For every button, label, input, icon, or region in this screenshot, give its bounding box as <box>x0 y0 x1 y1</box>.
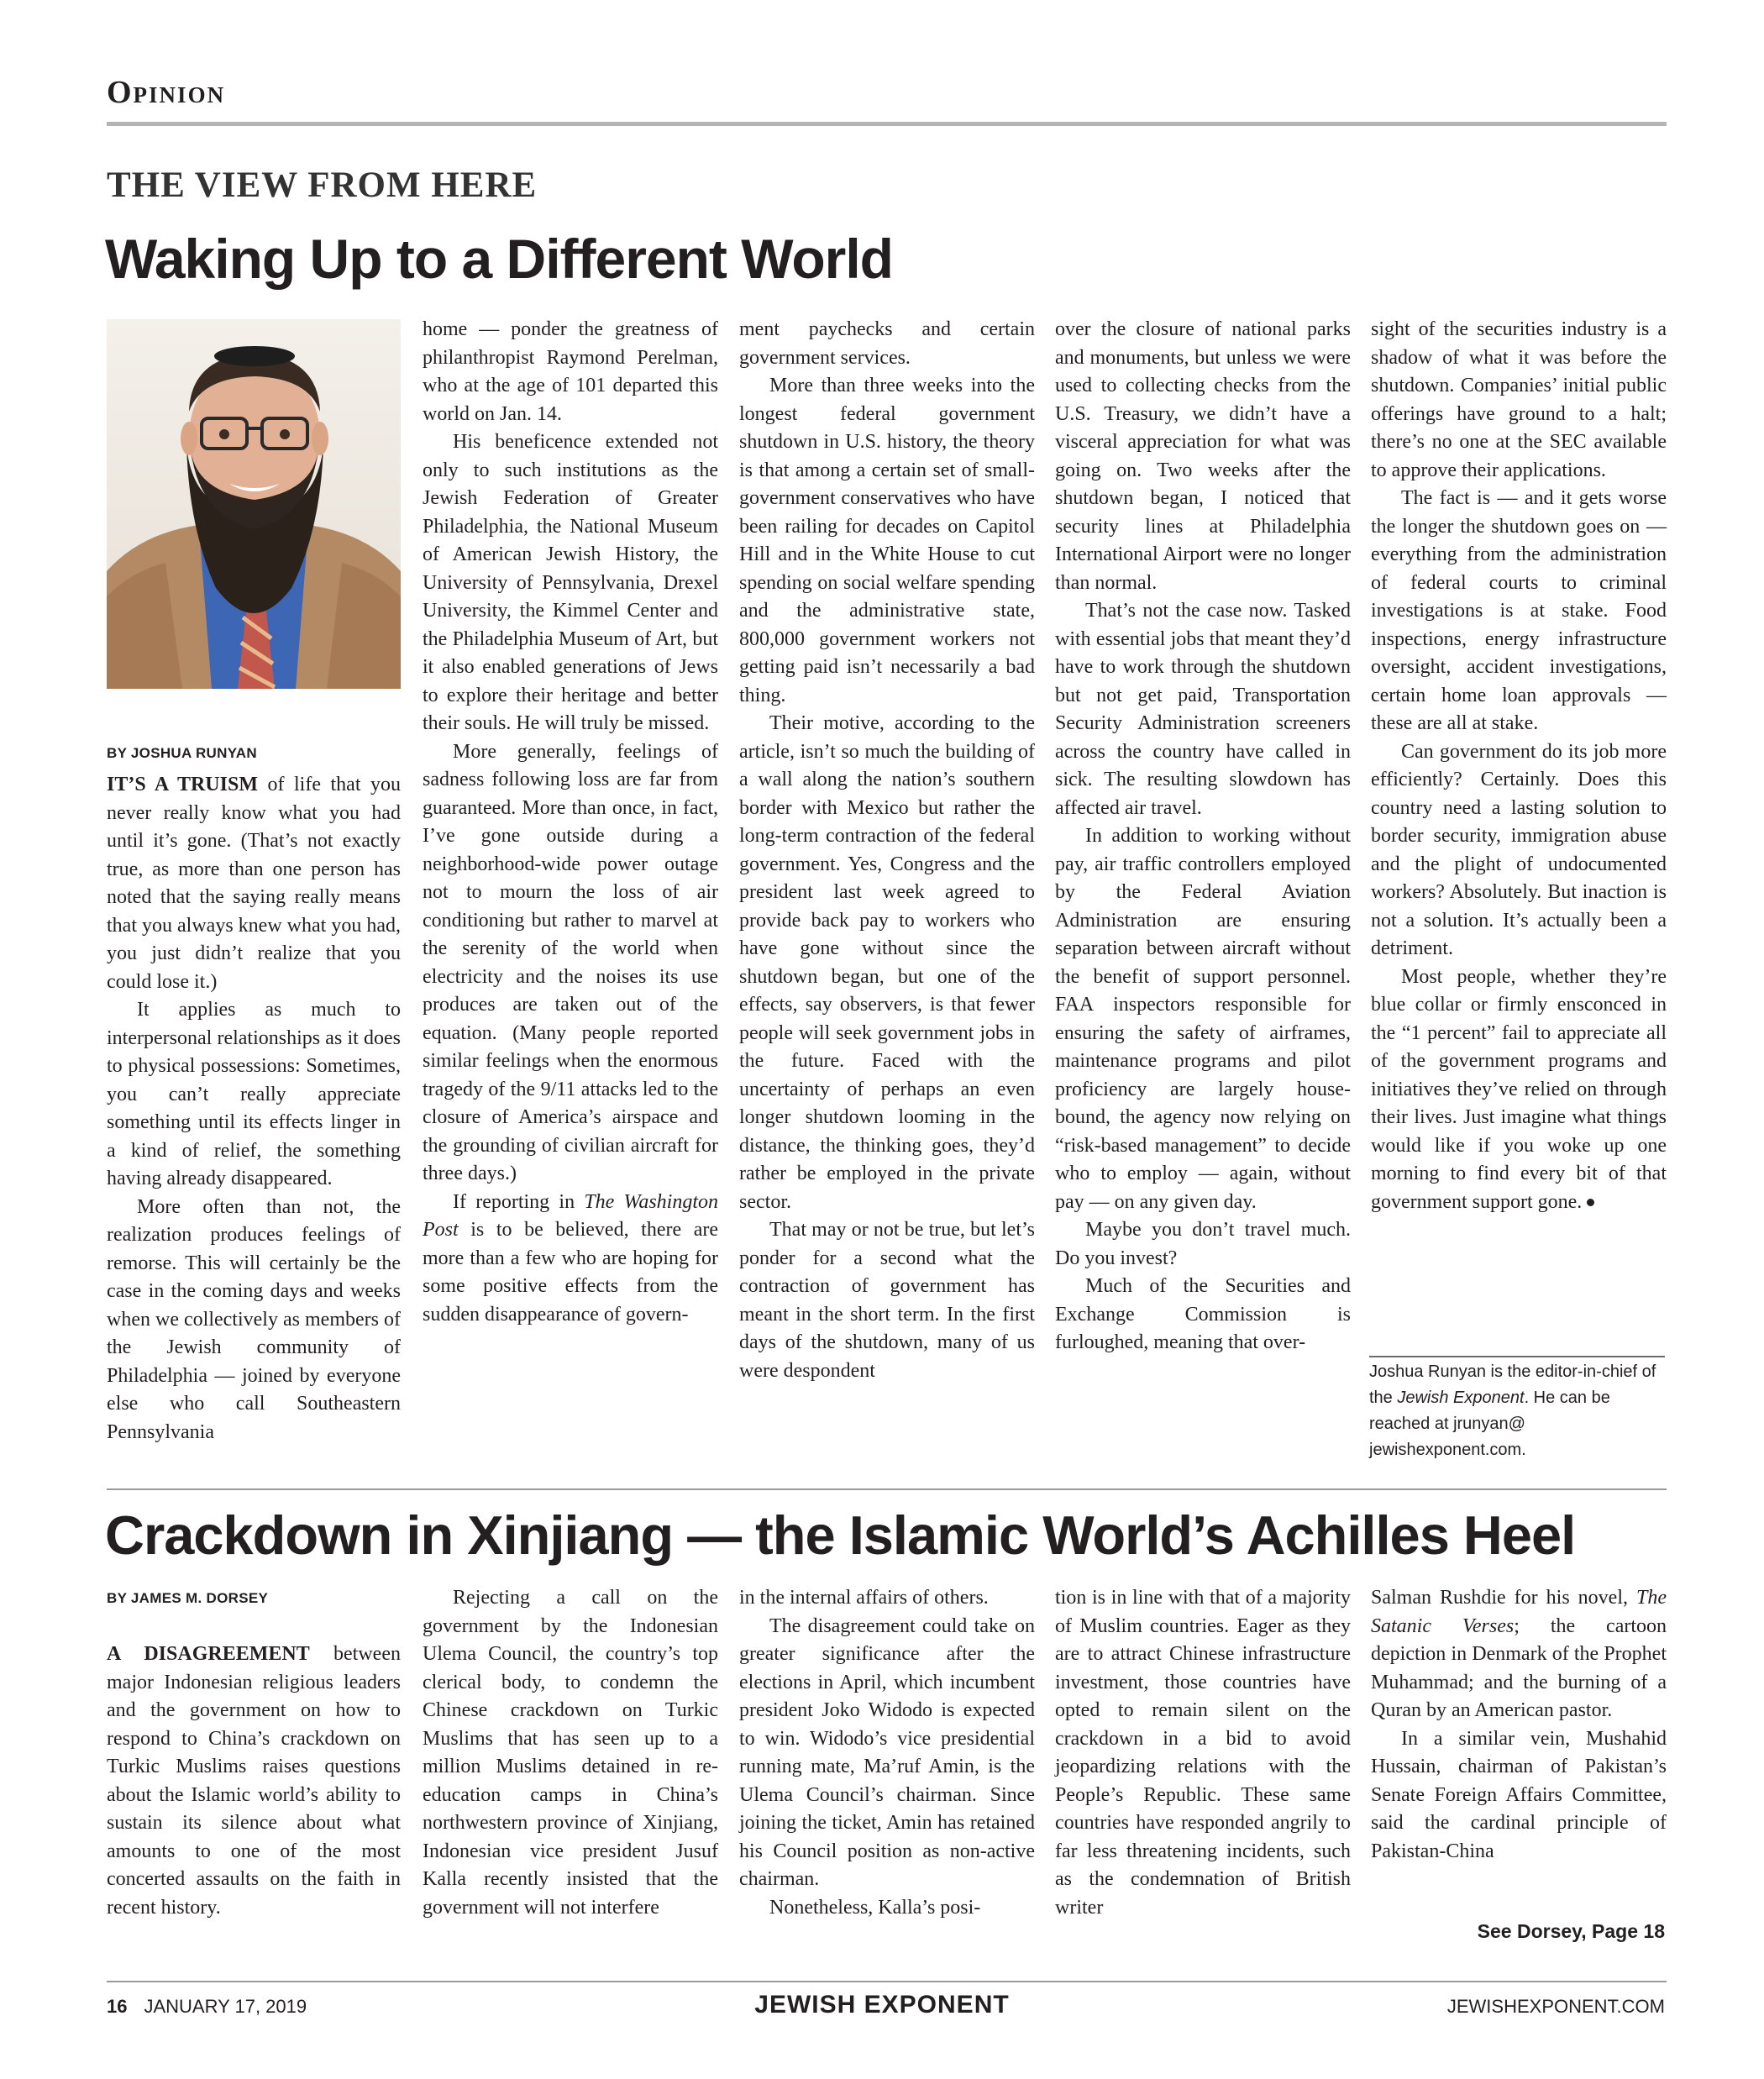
bio-publication: Jewish Exponent <box>1397 1389 1525 1407</box>
paragraph-text: Their motive, according to the article, isn’t so much the building of a wall along the nation’s southern border with Mexico but rather the long-term contraction of the federal government. Yes, Congress and the president last week agreed to provide back pay to workers who have gone without since the shutdown began, but one of the effects, say observers, is that fewer people will seek government jobs in the future. Faced with the uncertainty of perhaps an even longer shutdown looming in the distance, the thinking goes, they’d rather be employed in the private sector. <box>739 712 1035 1213</box>
paragraph <box>107 1641 401 1922</box>
author-portrait-icon <box>107 319 401 689</box>
paragraph-text: If reporting in <box>453 1190 585 1213</box>
paragraph-text: His beneficence extended not only to such institutions as the Jewish Federation of Greater Philadelphia, the National Museum of American Jewish History, the University of Pennsylvania, Drexel University, the Kimmel Center and the Philadelphia Museum of Art, but it also enabled generations of Jews to explore their heritage and better their souls. He will truly be missed. <box>423 431 718 734</box>
paragraph <box>107 771 401 996</box>
paragraph <box>1055 597 1351 822</box>
paragraph <box>1371 1725 1667 1866</box>
paragraph-text: in the internal affairs of others. <box>739 1587 989 1609</box>
paragraph <box>1055 1584 1351 1922</box>
paragraph-text: That may or not be true, but let’s ponder for a second what the contraction of government has meant in the short term. In the first days of the shutdown, many of us were despondent <box>739 1219 1035 1382</box>
lead-in: IT’S A TRUISM <box>107 774 258 795</box>
paragraph <box>107 996 401 1194</box>
article-byline: BY JOSHUA RUNYAN <box>107 745 257 761</box>
publication-website: JEWISHEXPONENT.COM <box>1446 1996 1665 2017</box>
paragraph <box>1055 822 1351 1216</box>
paragraph-text: over the closure of national parks and monuments, but unless we were used to collecting checks from the U.S. Treasury, we didn’t have a visceral appreciation for what was going on. Two weeks after the shutdown began, I noticed that security lines at Philadelphia International Airport were no longer than normal. <box>1055 318 1351 594</box>
article-column-4 <box>1055 316 1351 1357</box>
paragraph-text: More than three weeks into the longest federal government shutdown in U.S. history, the theory is that among a certain set of small-government conservatives who have been railing for decades on Capitol Hill and in the White House to cut spending on social welfare spending and the administrative state, 800,000 government workers not getting paid isn’t necessarily a bad thing. <box>739 375 1035 706</box>
paragraph <box>1055 1273 1351 1357</box>
paragraph-text: between major Indonesian religious leaders and the government on how to respond to China’s crackdown on Turkic Muslims raises questions about the Islamic world’s ability to sustain its silence about what amounts to one of the most concerted assaults on the faith in recent history. <box>107 1643 401 1919</box>
paragraph <box>739 1894 1035 1923</box>
article-divider <box>107 1488 1667 1490</box>
paragraph <box>423 1189 718 1330</box>
paragraph-text: tion is in line with that of a majority of Muslim countries. Eager as they are to attract Chinese infrastructure investment, those countries have opted to remain silent on the crackdown in a bid to avoid jeopardizing relations with the People’s Republic. These same countries have responded angrily to far less threatening incidents, such as the condemnation of British writer <box>1055 1587 1351 1919</box>
column-kicker: THE VIEW FROM HERE <box>107 165 538 205</box>
paragraph-text: More generally, feelings of sadness following loss are far from guaranteed. More than once, in fact, I’ve gone outside during a neighborhood-wide power outage not to mourn the loss of air conditioning but rather to marvel at the serenity of the world when electricity and the noises its use produces are taken out of the equation. (Many people reported similar feelings when the enormous tragedy of the 9/11 attacks led to the closure of America’s airspace and the grounding of civilian aircraft for three days.) <box>423 740 718 1184</box>
paragraph-text: Nonetheless, Kalla’s posi- <box>769 1896 981 1919</box>
paragraph <box>1055 316 1351 597</box>
article-headline-2: Crackdown in Xinjiang — the Islamic World’s Achilles Heel <box>105 1504 1576 1566</box>
paragraph <box>739 316 1035 372</box>
article2-column-4 <box>1055 1584 1351 1922</box>
article-headline: Waking Up to a Different World <box>105 228 893 290</box>
paragraph <box>739 710 1035 1216</box>
paragraph-text: is to be believed, there are more than a few who are hoping for some positive effects from the sudden disappearance of govern- <box>423 1219 718 1326</box>
jump-line: See Dorsey, Page 18 <box>1477 1920 1665 1942</box>
article-column-5 <box>1371 316 1667 1216</box>
footer-divider <box>107 1981 1667 1982</box>
bio-text: Joshua Runyan is the editor-in-chief of the <box>1369 1362 1656 1407</box>
lead-in: A DISAGREEMENT <box>107 1643 310 1665</box>
article2-column-5 <box>1371 1584 1667 1866</box>
bio-contact: . He can be reached at jrunyan@ jewishexponent.com. <box>1369 1389 1610 1459</box>
issue-date: JANUARY 17, 2019 <box>144 1996 307 2017</box>
page-number: 16 <box>107 1996 128 2017</box>
paragraph-text: Most people, whether they’re blue collar or firmly ensconced in the “1 percent” fail to appreciate all of the government programs and initiatives they’ve relied on through their lives. Just imagine what things would like if you woke up one morning to find every bit of that government support gone. <box>1371 965 1667 1213</box>
article-column-3 <box>739 316 1035 1385</box>
paragraph-text: Rejecting a call on the government by the Indonesian Ulema Council, the country’s top clerical body, to condemn the Chinese crackdown on Turkic Muslims that has seen up to a million Muslims detained in re-education camps in China’s northwestern province of Xinjiang, Indonesian vice president Jusuf Kalla recently insisted that the government will not interfere <box>423 1587 718 1919</box>
paragraph <box>739 1584 1035 1613</box>
article-column-2 <box>423 316 718 1329</box>
publication-name: JEWISH EXPONENT <box>754 1991 1010 2019</box>
bio-divider <box>1369 1356 1665 1357</box>
paragraph <box>1371 1584 1667 1725</box>
paragraph-text: It applies as much to interpersonal relationships as it does to physical possessions: Sometimes, you can’t really appreciate something until its effects linger in a kind of relief, the something having already disappeared. <box>107 999 401 1189</box>
italic-title: The Satanic Verses <box>1371 1587 1667 1637</box>
article2-column-2 <box>423 1584 718 1922</box>
paragraph <box>423 428 718 738</box>
author-bio <box>1369 1359 1665 1463</box>
paragraph-text: Much of the Securities and Exchange Commission is furloughed, meaning that over- <box>1055 1275 1351 1353</box>
paragraph <box>423 316 718 428</box>
article-column-1 <box>107 771 401 1446</box>
paragraph-text: home — ponder the greatness of philanthropist Raymond Perelman, who at the age of 101 departed this world on Jan. 14. <box>423 318 718 425</box>
paragraph <box>107 1194 401 1447</box>
end-mark-icon <box>1587 1199 1594 1206</box>
paragraph <box>739 1216 1035 1385</box>
paragraph <box>1371 316 1667 485</box>
paragraph <box>1055 1216 1351 1273</box>
article2-column-3 <box>739 1584 1035 1922</box>
paragraph-text: Can government do its job more efficiently? Certainly. Does this country need a lasting solution to border security, immigration abuse and the plight of undocumented workers? Absolutely. But inaction is not a solution. It’s actually been a detriment. <box>1371 740 1667 959</box>
section-divider <box>107 122 1667 126</box>
paragraph-text: sight of the securities industry is a shadow of what it was before the shutdown. Companies’ initial public offerings have ground to a halt; there’s no one at the SEC available to approve their applications. <box>1371 318 1667 481</box>
paragraph-text: More often than not, the realization produces feelings of remorse. This will certainly be the case in the coming days and weeks when we collectively as members of the Jewish community of Philadelphia — joined by everyone else who call Southeastern Pennsylvania <box>107 1195 401 1443</box>
paragraph-text: In a similar vein, Mushahid Hussain, chairman of Pakistan’s Senate Foreign Affairs Committee, said the cardinal principle of Pakistan-China <box>1371 1727 1667 1862</box>
paragraph-text: Maybe you don’t travel much. Do you invest? <box>1055 1219 1351 1269</box>
paragraph <box>423 1584 718 1922</box>
paragraph-text: The disagreement could take on greater significance after the elections in April, which incumbent president Joko Widodo is expected to win. Widodo’s vice presidential running mate, Ma’ruf Amin, is the Ulema Council’s chairman. Since joining the ticket, Amin has retained his Council position as non-active chairman. <box>739 1614 1035 1890</box>
paragraph-text: ; the cartoon depiction in Denmark of the Prophet Muhammad; and the burning of a Quran by an American pastor. <box>1371 1614 1667 1721</box>
italic-title: The Washington Post <box>423 1190 719 1241</box>
paragraph-text: of life that you never really know what you had until it’s gone. (That’s not exactly true, as more than one person has noted that the saying really means that you always knew what you had, you just didn’t realize that you could lose it.) <box>107 774 401 993</box>
paragraph-text: The fact is — and it gets worse the longer the shutdown goes on — everything from the administration of federal courts to criminal investigations is at stake. Food inspections, energy infrastructure oversight, accident investigations, certain home loan approvals — these are all at stake. <box>1371 487 1667 734</box>
paragraph <box>739 1613 1035 1894</box>
paragraph-text: Salman Rushdie for his novel, <box>1371 1587 1636 1609</box>
article-byline-2: BY JAMES M. DORSEY <box>107 1590 269 1606</box>
paragraph-text: That’s not the case now. Tasked with essential jobs that meant they’d have to work through the shutdown but not get paid, Transportation Security Administration screeners across the country have called in sick. The resulting slowdown has affected air travel. <box>1055 600 1351 819</box>
paragraph <box>1371 963 1667 1217</box>
paragraph <box>739 372 1035 710</box>
paragraph <box>423 738 718 1189</box>
paragraph <box>1371 738 1667 963</box>
section-label: Opinion <box>107 75 226 110</box>
paragraph-text: In addition to working without pay, air traffic controllers employed by the Federal Aviation Administration are ensuring separation between aircraft without the benefit of support personnel. FAA inspectors responsible for ensuring the safety of airframes, maintenance programs and pilot proficiency are largely house-bound, the agency now relying on “risk-based management” to decide who to employ — again, without pay — on any given day. <box>1055 825 1351 1213</box>
article2-column-1 <box>107 1641 401 1922</box>
paragraph <box>1371 485 1667 738</box>
paragraph-text: ment paychecks and certain government services. <box>739 318 1035 369</box>
